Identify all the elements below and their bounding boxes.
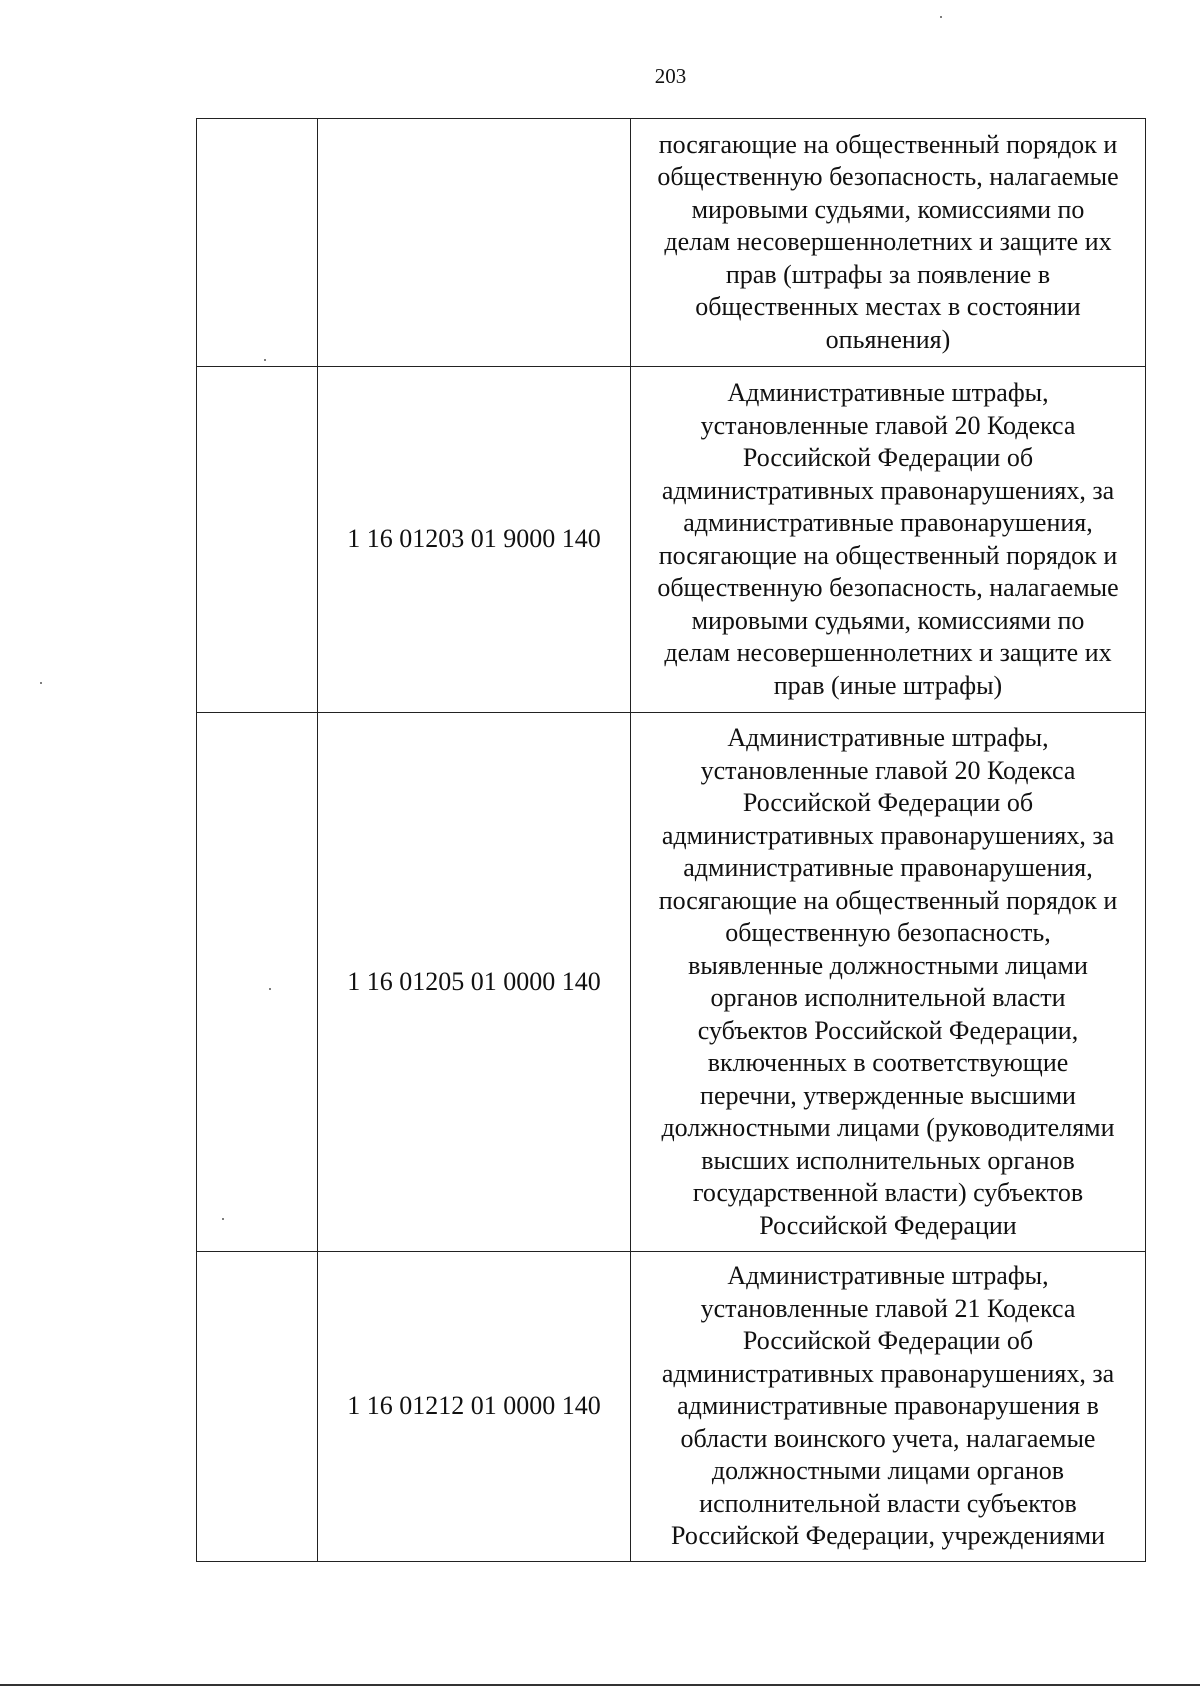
description-line: установленные главой 20 Кодекса (700, 410, 1076, 440)
description-line: установленные главой 21 Кодекса (700, 1293, 1076, 1323)
description-line: Российской Федерации (759, 1210, 1017, 1240)
description-line: делам несовершеннолетних и защите их (664, 227, 1112, 257)
description-line: должностными лицами органов (711, 1456, 1065, 1486)
scan-artifact (40, 682, 42, 684)
description-line: общественную безопасность, (725, 918, 1051, 947)
description-line: Российской Федерации об (742, 788, 1034, 817)
description-line: перечни, утвержденные высшими (700, 1080, 1076, 1110)
description-line: Российской Федерации об (742, 443, 1034, 472)
description-line: государственной власти) субъектов (692, 1178, 1084, 1207)
table-cell-empty (197, 119, 318, 367)
description-line: посягающие на общественный порядок и (658, 885, 1118, 915)
table-row (197, 367, 1146, 713)
description-line: посягающие на общественный порядок и (658, 129, 1118, 159)
description-line: исполнительной власти субъектов (699, 1488, 1077, 1518)
scan-artifact (269, 988, 271, 990)
budget-code-cell: 1 16 01205 01 0000 140 (318, 713, 631, 1252)
description-line: органов исполнительной власти (710, 983, 1066, 1012)
page-number: 203 (654, 64, 687, 88)
description-line: административные правонарушения в (677, 1391, 1099, 1421)
table-cell-empty (197, 367, 318, 713)
description-line: установленные главой 20 Кодекса (700, 755, 1076, 785)
description-cell (631, 713, 1146, 1252)
description-line: прав (иные штрафы) (773, 670, 1003, 700)
description-line: Российской Федерации об (742, 1326, 1034, 1356)
description-line: субъектов Российской Федерации, (697, 1015, 1079, 1045)
description-cell (631, 367, 1146, 713)
budget-code-cell: 1 16 01212 01 0000 140 (318, 1252, 631, 1562)
table-row (197, 119, 1146, 367)
description-line: области воинского учета, налагаемые (680, 1423, 1096, 1453)
table-cell-empty (197, 713, 318, 1252)
description-line: Административные штрафы, (727, 378, 1049, 407)
description-line: административные правонарушения, (683, 853, 1093, 882)
description-line: Административные штрафы, (727, 723, 1049, 752)
description-line: административных правонарушениях, за (661, 1358, 1115, 1388)
description-line: включенных в соответствующие (707, 1048, 1069, 1077)
description-cell (631, 1252, 1146, 1562)
description-line: общественных местах в состоянии (695, 292, 1081, 322)
description-line: делам несовершеннолетних и защите их (664, 638, 1112, 667)
scan-artifact (264, 359, 266, 361)
description-line: выявленные должностными лицами (688, 950, 1088, 980)
scan-artifact (940, 16, 942, 18)
budget-code-cell (318, 119, 631, 367)
description-line: мировыми судьями, комиссиями по (691, 194, 1085, 224)
description-line: общественную безопасность, налагаемые (657, 162, 1119, 192)
table-row (197, 1252, 1146, 1562)
description-line: Российской Федерации, учреждениями (671, 1521, 1105, 1551)
description-line: должностными лицами (руководителями (661, 1113, 1115, 1142)
description-line: общественную безопасность, налагаемые (657, 573, 1119, 602)
description-line: административных правонарушениях, за (661, 475, 1115, 505)
table-cell-empty (197, 1252, 318, 1562)
table-row (197, 713, 1146, 1252)
description-line: административных правонарушениях, за (661, 820, 1115, 850)
budget-classification-table (196, 118, 1146, 1562)
description-line: опьянения) (825, 324, 951, 354)
description-line: Административные штрафы, (727, 1261, 1049, 1291)
description-cell (631, 119, 1146, 367)
description-line: высших исполнительных органов (701, 1145, 1075, 1175)
scan-artifact (222, 1218, 224, 1220)
description-line: административные правонарушения, (683, 508, 1093, 537)
scan-edge-line (0, 1684, 1200, 1686)
description-line: посягающие на общественный порядок и (658, 540, 1118, 570)
budget-code-cell: 1 16 01203 01 9000 140 (318, 367, 631, 713)
description-line: прав (штрафы за появление в (725, 259, 1051, 289)
description-line: мировыми судьями, комиссиями по (691, 605, 1085, 635)
